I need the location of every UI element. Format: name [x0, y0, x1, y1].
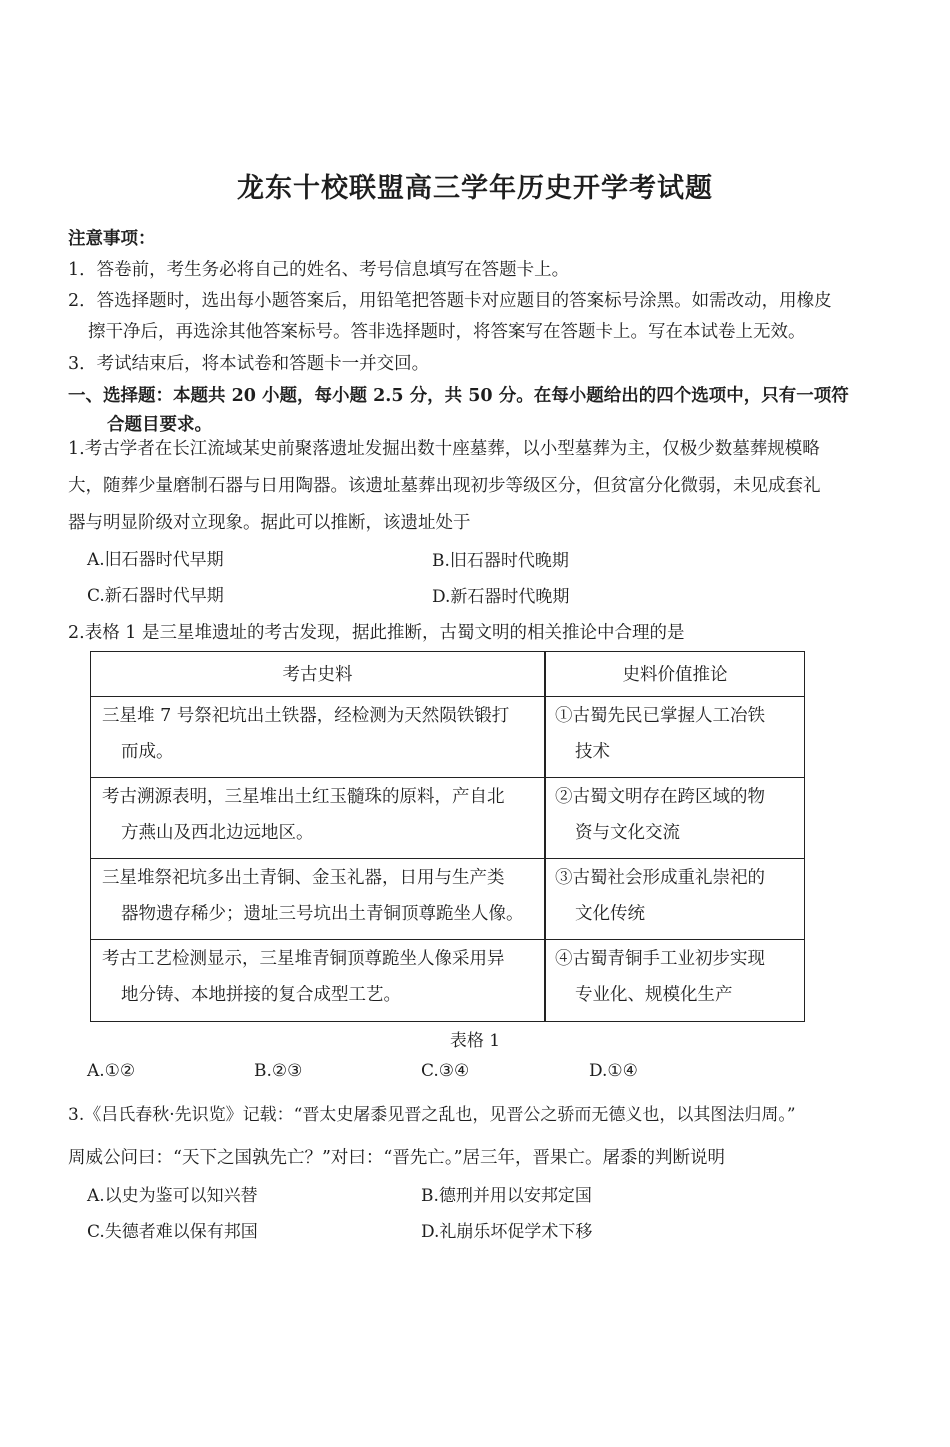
q3-option-c: C.失德者难以保有邦国 — [87, 1222, 258, 1242]
table-divider — [91, 858, 804, 859]
q1-stem: 1.考古学者在长江流域某史前聚落遗址发掘出数十座墓葬，以小型墓葬为主，仅极少数墓葬规模略 — [68, 439, 820, 459]
q3-option-a: A.以史为鉴可以知兴替 — [87, 1186, 258, 1206]
table-header-inference: 史料价值推论 — [622, 665, 728, 685]
table-divider — [91, 777, 804, 778]
table-cell-evidence: 方燕山及西北边远地区。 — [121, 823, 314, 843]
table-caption: 表格 1 — [449, 1031, 501, 1051]
table-cell-inference: 资与文化交流 — [575, 823, 680, 843]
note-item: 2．答选择题时，选出每小题答案后，用铅笔把答题卡对应题目的答案标号涂黑。如需改动，用橡皮 — [68, 291, 832, 311]
table-cell-evidence: 三星堆祭祀坑多出土青铜、金玉礼器，日用与生产类 — [102, 868, 505, 888]
table-divider — [91, 696, 804, 697]
table-cell-evidence: 器物遗存稀少；遗址三号坑出土青铜顶尊跪坐人像。 — [121, 904, 524, 924]
table-cell-inference: ①古蜀先民已掌握人工冶铁 — [555, 706, 765, 726]
table-cell-evidence: 地分铸、本地拼接的复合成型工艺。 — [121, 985, 401, 1005]
table-cell-inference: ③古蜀社会形成重礼崇祀的 — [555, 868, 765, 888]
evidence-table — [90, 651, 805, 1022]
note-item: 1．答卷前，考生务必将自己的姓名、考号信息填写在答题卡上。 — [68, 260, 570, 280]
notes-heading: 注意事项： — [68, 229, 156, 249]
table-divider — [91, 939, 804, 940]
table-cell-inference: 专业化、规模化生产 — [575, 985, 733, 1005]
note-item: 3．考试结束后，将本试卷和答题卡一并交回。 — [68, 354, 430, 374]
q2-option-d: D.①④ — [589, 1061, 638, 1081]
table-cell-inference: ④古蜀青铜手工业初步实现 — [555, 949, 765, 969]
q1-option-d: D.新石器时代晚期 — [432, 587, 570, 607]
table-cell-inference: 技术 — [575, 742, 610, 762]
table-cell-evidence: 而成。 — [121, 742, 174, 762]
q1-option-a: A.旧石器时代早期 — [87, 550, 224, 570]
note-item: 擦干净后，再选涂其他答案标号。答非选择题时，将答案写在答题卡上。写在本试卷上无效。 — [88, 322, 806, 342]
q1-option-c: C.新石器时代早期 — [87, 586, 224, 606]
q1-stem: 大，随葬少量磨制石器与日用陶器。该遗址墓葬出现初步等级区分，但贫富分化微弱，未见成套礼 — [68, 476, 821, 496]
q2-option-b: B.②③ — [254, 1061, 303, 1081]
table-divider — [544, 652, 546, 1021]
q1-stem: 器与明显阶级对立现象。据此可以推断，该遗址处于 — [68, 513, 471, 533]
table-header-evidence: 考古史料 — [282, 665, 353, 685]
table-cell-evidence: 考古溯源表明，三星堆出土红玉髓珠的原料，产自北 — [102, 787, 505, 807]
table-cell-evidence: 三星堆 7 号祭祀坑出土铁器，经检测为天然陨铁锻打 — [102, 706, 510, 726]
page-title: 龙东十校联盟高三学年历史开学考试题 — [237, 173, 713, 204]
table-cell-inference: 文化传统 — [575, 904, 645, 924]
q3-option-b: B.德刑并用以安邦定国 — [421, 1186, 592, 1206]
q3-option-d: D.礼崩乐坏促学术下移 — [421, 1222, 593, 1242]
q1-option-b: B.旧石器时代晚期 — [432, 551, 569, 571]
q2-option-c: C.③④ — [421, 1061, 470, 1081]
table-cell-evidence: 考古工艺检测显示，三星堆青铜顶尊跪坐人像采用异 — [102, 949, 505, 969]
q3-stem: 周威公问曰：“天下之国孰先亡？”对曰：“晋先亡。”居三年，晋果亡。屠黍的判断说明 — [68, 1148, 726, 1168]
section-heading: 一、选择题：本题共 20 小题，每小题 2.5 分，共 50 分。在每小题给出的四个选项中，只有一项符 — [68, 386, 849, 406]
q2-stem: 2.表格 1 是三星堆遗址的考古发现，据此推断，古蜀文明的相关推论中合理的是 — [68, 623, 685, 643]
section-heading-cont: 合题目要求。 — [107, 415, 212, 435]
table-cell-inference: ②古蜀文明存在跨区域的物 — [555, 787, 765, 807]
q3-stem: 3.《吕氏春秋·先识览》记载：“晋太史屠黍见晋之乱也，见晋公之骄而无德义也，以其图法归周。” — [68, 1105, 796, 1125]
q2-option-a: A.①② — [87, 1061, 136, 1081]
